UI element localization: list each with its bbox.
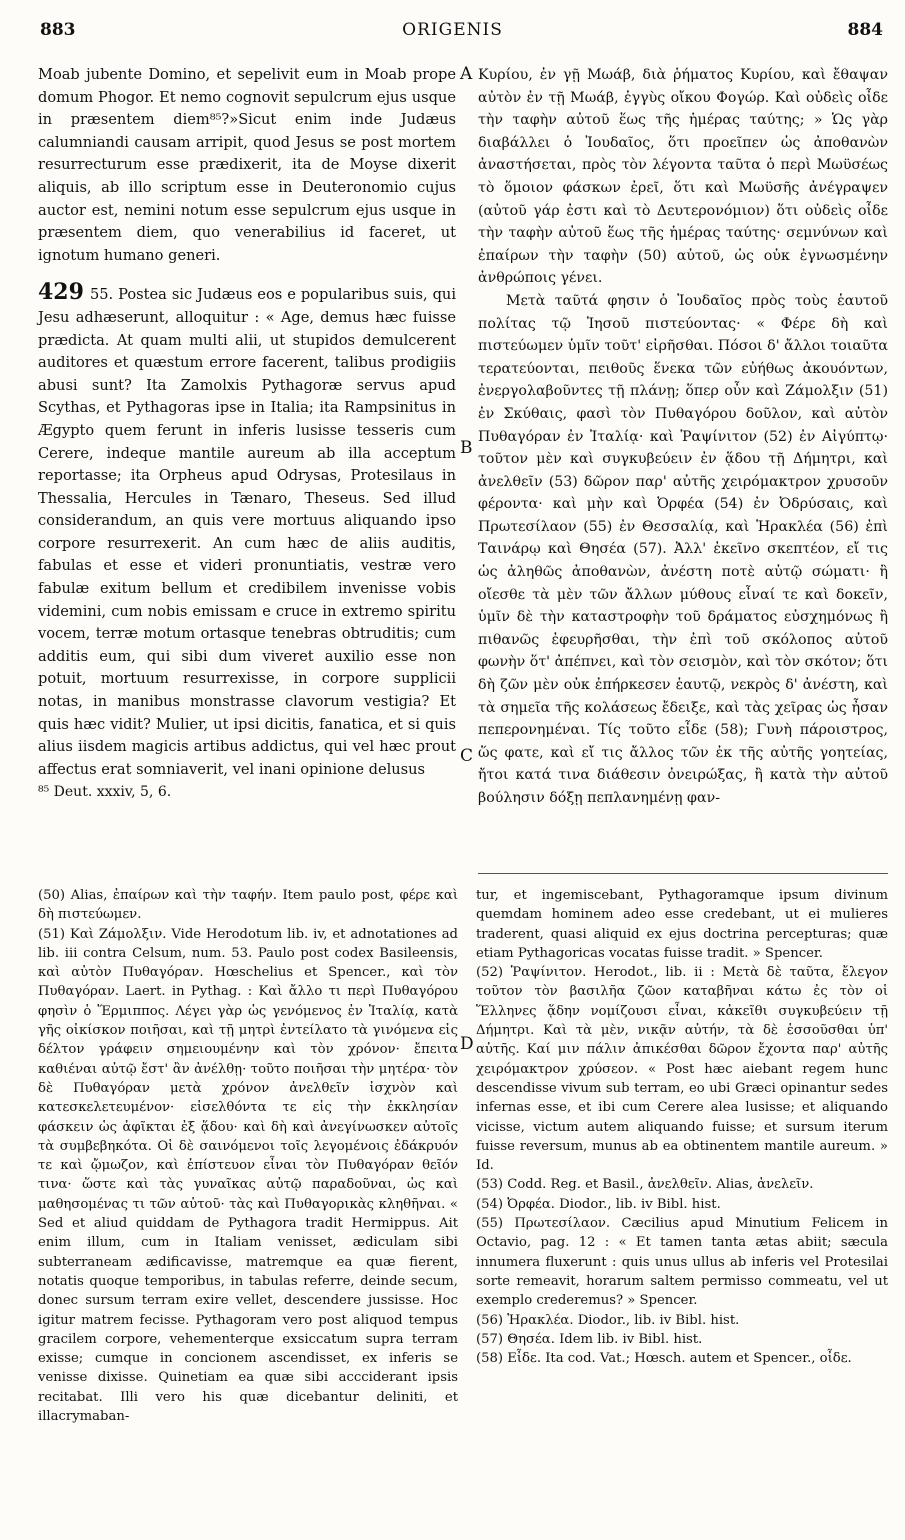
margin-mark-d: D [460, 1034, 474, 1054]
note-58: (58) Εἶδε. Ita cod. Vat.; Hœsch. autem et Spencer., οἶδε. [476, 1351, 852, 1367]
margin-mark-c: C [460, 746, 474, 766]
page-number-right: 884 [847, 20, 883, 40]
notes-right [476, 886, 888, 1368]
note-51: (51) Καὶ Ζάμολξιν. Vide Herodotum lib. iv, et adnotationes ad lib. iii contra Celsum, num. 53. Paulo post codex Basileensis, καὶ αὐτὸν Πυθαγόραν. Hœschelius et Spencer., καὶ τὸν Πυθαγόραν. Laert. in Pythag. : Καὶ ἄλλο τι περὶ Πυθαγόρου φησὶν ὁ Ἕρμιππος. Λέγει γὰρ ὡς γενόμενος ἐν Ἰταλίᾳ, κατὰ γῆς οἰκίσκον ποιῆσαι, καὶ τῇ μητρὶ ἐντείλατο τὰ γινόμενα εἰς δέλτον γράφειν σημειουμένην καὶ τὸν χρόνον· ἔπειτα καθιέναι αὐτῷ ἔστ' ἂν ἀνέλθῃ· τοῦτο ποιῆσαι τὴν μητέρα· τὸν δὲ Πυθαγόραν μετὰ χρόνον ἀνελθεῖν ἰσχνὸν καὶ κατεσκελετευμένον· εἰσελθόντα τε εἰς τὴν ἐκκλησίαν φάσκειν ὡς ἀφῖκται ἐξ ᾅδου· καὶ δὴ καὶ ἀνεγίνωσκεν αὐτοῖς τὰ συμβεβηκότα. Οἱ δὲ σαινόμενοι τοῖς λεγομένοις ἐδάκρυόν τε καὶ ᾤμωζον, καὶ ἐπίστευον εἶναι τὸν Πυθαγόραν θεῖόν τινα· ὥστε καὶ τὰς γυναῖκας αὐτῷ παραδοῦναι, ὡς καὶ μαθησομένας τι τῶν αὐτοῦ· τὰς καὶ Πυθαγορικὰς κληθῆναι. « Sed et aliud quiddam de Pythagora tradit Hermippus. Ait enim illum, cum in Italiam venisset, ædiculam sibi subterraneam ædificavisse, matremque ea quæ fierent, notatis quoque temporibus, in tabulas referre, deinde secum, donec sursum terram exire vellet, descendere jussisse. Hoc igitur matrem fecisse. Pythagoram vero post aliquod tempus gracilem corpore, vehementerque exsiccatum supra terram exisse; cumque in concionem ascendisset, ex inferis se venisse dixisse. Quinetiam ea quæ sibi accciderant ipsis recitabat. Illi vero his quæ dicebantur deliniti, et illacrymaban- [38, 926, 458, 1425]
latin-paragraph-2: 55. Postea sic Judæus eos e popularibus suis, qui Jesu adhæserunt, alloquitur : « Age, demus hæc fuisse prædicta. At quam multi alii, ut stupidos demulcerent auditores et quæstum errore facerent, talibus prodigiis abusi sunt? Ita Zamolxis Pythagoræ servus apud Scythas, et Pythagoras ipse in Italia; ita Rampsinitus in Ægypto quem ferunt in inferis lusisse tesseris cum Cerere, indeque mantile aureum ab illa acceptum reportasse; ita Orpheus apud Odrysas, Protesilaus in Thessalia, Hercules in Tænaro, Theseus. Sed illud considerandum, an quis vere mortuus aliquando ipso corpore resurrexerit. An cum hæc de aliis auditis, fabulas et esse et videri pronuntiatis, vestræ vero fabulæ exitum bellum et credibilem invenisse vobis videmini, cum nobis emissam e cruce in extremo spiritu vocem, terræ motum ortasque tenebras obtruditis; cum additis eum, qui sibi dum viveret auxilio esse non potuit, mortuum resurrexisse, in corpore supplicii notas, in manibus monstrasse clavorum vestigia? Et quis hæc vidit? Mulier, ut ipsi dicitis, fanatica, et si quis alius iisdem magicis artibus addictus, qui vel hæc prout affectus erat somniaverit, vel inani opinione delusus [38, 286, 456, 778]
margin-mark-b: B [460, 438, 473, 458]
running-title: ORIGENIS [402, 20, 503, 40]
note-50: (50) Alias, ἐπαίρων καὶ τὴν ταφήν. Item paulo post, φέρε καὶ δὴ πιστεύωμεν. [38, 888, 458, 923]
note-54: (54) Ὀρφέα. Diodor., lib. iv Bibl. hist. [476, 1196, 721, 1212]
greek-paragraph-1: Κυρίου, ἐν γῇ Μωάβ, διὰ ῥήματος Κυρίου, καὶ ἔθαψαν αὐτὸν ἐν τῇ Μωάβ, ἐγγὺς οἴκου Φογώρ. Καὶ οὐδεὶς οἶδε τὴν ταφὴν αὐτοῦ ἕως τῆς ἡμέρας ταύτης; » Ὡς γὰρ διαβάλλει ὁ Ἰουδαῖος, ὅτι προεῖπεν ὡς ἀποθανὼν ἀναστήσεται, πρὸς τὸν λέγοντα ταῦτα ὁ περὶ Μωϋσέως τὸ ὅμοιον φάσκων ἐρεῖ, ὅτι καὶ Μωϋσῆς ἀνέγραψεν (αὐτοῦ γάρ ἐστι καὶ τὸ Δευτερονόμιον) ὅτι οὐδεὶς οἶδε τὴν ταφὴν αὐτοῦ ἕως τῆς ἡμέρας ταύτης· σεμνύνων καὶ ἐπαίρων τὴν ταφὴν (50) αὐτοῦ, ὡς οὐκ ἐγνωσμένην ἀνθρώποις γένει. [478, 67, 888, 287]
note-57: (57) Θησέα. Idem lib. iv Bibl. hist. [476, 1331, 703, 1347]
page-number-left: 883 [40, 20, 76, 40]
margin-mark-a: A [460, 64, 473, 84]
notes-left [38, 886, 458, 1426]
greek-paragraph-2: Μετὰ ταῦτά φησιν ὁ Ἰουδαῖος πρὸς τοὺς ἑαυτοῦ πολίτας τῷ Ἰησοῦ πιστεύοντας· « Φέρε δὴ καὶ πιστεύωμεν ὑμῖν τοῦτ' εἰρῆσθαι. Πόσοι δ' ἄλλοι τοιαῦτα τερατεύονται, πειθοῦς ἕνεκα τῶν εὐήθως ἀκουόντων, ἐνεργολαβοῦντες τῇ πλάνῃ; ὅπερ οὖν καὶ Ζάμολξιν (51) ἐν Σκύθαις, φασὶ τὸν Πυθαγόρου δοῦλον, καὶ αὐτὸν Πυθαγόραν ἐν Ἰταλίᾳ· καὶ Ῥαψίνιτον (52) ἐν Αἰγύπτῳ· τοῦτον μὲν καὶ συγκυβεύειν ἐν ᾅδου τῇ Δήμητρι, καὶ ἀνελθεῖν (53) δῶρον παρ' αὐτῆς χειρόμακτρον χρυσοῦν φέροντα· καὶ μὴν καὶ Ὀρφέα (54) ἐν Ὀδρύσαις, καὶ Πρωτεσίλαον (55) ἐν Θεσσαλίᾳ, καὶ Ἡρακλέα (56) ἐπὶ Ταινάρῳ καὶ Θησέα (57). Ἀλλ' ἐκεῖνο σκεπτέον, εἴ τις ὡς ἀληθῶς ἀποθανὼν, ἀνέστη ποτὲ αὐτῷ σώματι· ἢ οἴεσθε τὰ μὲν τῶν ἄλλων μύθους εἶναί τε καὶ δοκεῖν, ὑμῖν δὲ τὴν καταστροφὴν τοῦ δράματος εὐσχημόνως ἢ πιθανῶς ἐφευρῆσθαι, τὴν ἐπὶ τοῦ σκόλοπος αὐτοῦ φωνὴν ὅτ' ἀπέπνει, καὶ τὸν σεισμὸν, καὶ τὸν σκότον; ὅτι δὴ ζῶν μὲν οὐκ ἐπήρκεσεν ἑαυτῷ, νεκρὸς δ' ἀνέστη, καὶ τὰ σημεῖα τῆς κολάσεως ἔδειξε, καὶ τὰς χεῖρας ὡς ἦσαν πεπερονημέναι. Τίς τοῦτο εἶδε (58); Γυνὴ πάροιστρος, ὥς φατε, καὶ εἴ τις ἄλλος τῶν ἐκ τῆς αὐτῆς γοητείας, ἤτοι κατά τινα διάθεσιν ὀνειρώξας, ἢ κατὰ τὴν αὐτοῦ βούλησιν δόξῃ πεπλανημένῃ φαν- [478, 292, 888, 806]
latin-column [38, 64, 456, 803]
note-53: (53) Codd. Reg. et Basil., ἀνελθεῖν. Alias, ἀνελεῖν. [476, 1177, 814, 1193]
section-number: 429 [38, 279, 84, 306]
page-header [0, 20, 905, 50]
note-55: (55) Πρωτεσίλαον. Cæcilius apud Minutium Felicem in Octavio, pag. 12 : « Et tamen tanta ætas abiit; sæcula innumera fluxerunt : quis unus ullus ab inferis vel Protesilai sorte remeavit, horarum saltem permisso commeatu, vel ut exemplo crederemus? » Spencer. [476, 1216, 888, 1309]
note-52: (52) Ῥαψίνιτον. Herodot., lib. ii : Μετὰ δὲ ταῦτα, ἔλεγον τοῦτον τὸν βασιλῆα ζῶον καταβῆναι κάτω ἐς τὸν οἱ Ἕλληνες ᾅδην νομίζουσι εἶναι, κἀκεῖθι συγκυβεύειν τῇ Δήμητρι. Καὶ τὰ μὲν, νικᾷν αὐτήν, τὰ δὲ ἑσσοῦσθαι ὑπ' αὐτῆς. Καί μιν πάλιν ἀπικέσθαι δῶρον ἔχοντα παρ' αὐτῆς χειρόμακτρον χρύσεον. « Post hæc aiebant regem hunc descendisse vivum sub terram, eo ubi Græci opinantur sedes infernas esse, et ibi cum Cerere alea lusisse; et aliquando vicisse, victum autem aliquando fuisse; et sursum iterum fuisse reversum, munus ab ea obtinentem mantile aureum. » Id. [476, 965, 888, 1174]
note-56: (56) Ἡρακλέα. Diodor., lib. iv Bibl. hist. [476, 1312, 740, 1328]
notes-divider [478, 873, 888, 874]
latin-footnote: ⁸⁵ Deut. xxxiv, 5, 6. [38, 784, 172, 801]
latin-paragraph-1: Moab jubente Domino, et sepelivit eum in Moab prope domum Phogor. Et nemo cognovit sepulcrum ejus usque in præsentem diem⁸⁵?»Sicut enim inde Judæus calumniandi causam arripit, quod Jesus se post mortem resurrecturum esse prædixerit, ita de Moyse dixerit aliquis, ab illo scriptum esse in Deuteronomio cujus auctor est, nemini notum esse sepulcrum ejus usque in præsentem diem, quo venerabilius id faceret, ut ignotum humano generi. [38, 66, 456, 264]
greek-column [478, 64, 888, 810]
note-51-continued: tur, et ingemiscebant, Pythagoramque ipsum divinum quemdam hominem adeo esse credebant, ut ei mulieres traderent, quasi aliquid ex ejus doctrina percepturas; quæ etiam Pythagoricas vocatas fuisse tradit. » Spencer. [476, 888, 888, 961]
